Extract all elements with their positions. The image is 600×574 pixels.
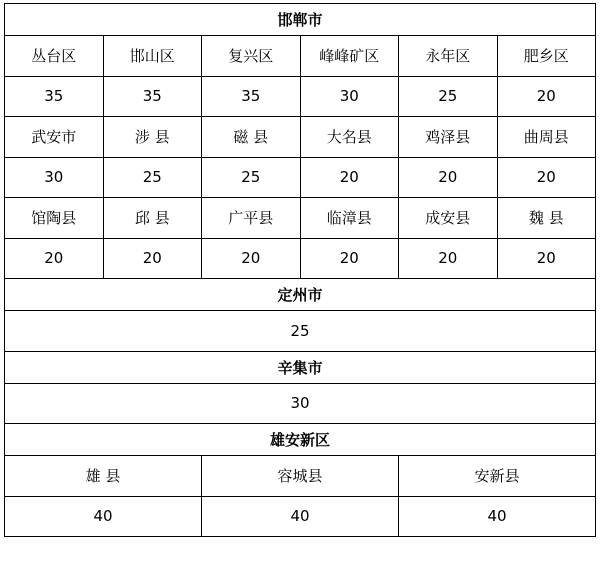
district-name: 鸡泽县 (399, 117, 498, 158)
table-row (5, 157, 596, 198)
district-value: 25 (399, 76, 498, 117)
district-name: 磁 县 (202, 117, 301, 158)
district-value: 20 (497, 238, 596, 279)
district-name: 大名县 (300, 117, 399, 158)
district-name: 邯山区 (103, 36, 202, 77)
district-value: 20 (202, 238, 301, 279)
district-value: 20 (399, 238, 498, 279)
county-value: 40 (399, 496, 596, 537)
district-value: 30 (300, 76, 399, 117)
dingzhou-table (4, 278, 596, 352)
county-value: 40 (202, 496, 399, 537)
district-value: 20 (300, 157, 399, 198)
district-name: 丛台区 (5, 36, 104, 77)
district-name: 武安市 (5, 117, 104, 158)
table-row (5, 456, 596, 497)
county-name: 安新县 (399, 456, 596, 497)
section-title-dingzhou: 定州市 (5, 279, 596, 311)
district-value: 25 (202, 157, 301, 198)
xinji-table (4, 351, 596, 425)
table-row (5, 36, 596, 77)
district-name: 邱 县 (103, 198, 202, 239)
district-value: 20 (399, 157, 498, 198)
section-title-xinji: 辛集市 (5, 351, 596, 383)
district-value: 35 (103, 76, 202, 117)
district-value: 20 (497, 76, 596, 117)
district-value: 20 (103, 238, 202, 279)
county-name: 容城县 (202, 456, 399, 497)
district-name: 永年区 (399, 36, 498, 77)
district-name: 魏 县 (497, 198, 596, 239)
district-value: 20 (300, 238, 399, 279)
xiongan-table (4, 423, 596, 537)
district-name: 临漳县 (300, 198, 399, 239)
table-row (5, 238, 596, 279)
section-title-handan: 邯郸市 (5, 4, 596, 36)
district-name: 成安县 (399, 198, 498, 239)
district-value: 35 (202, 76, 301, 117)
district-value: 25 (103, 157, 202, 198)
price-table (4, 3, 596, 537)
district-name: 涉 县 (103, 117, 202, 158)
district-name: 肥乡区 (497, 36, 596, 77)
section-title-xiongan: 雄安新区 (5, 424, 596, 456)
xinji-value: 30 (5, 383, 596, 424)
district-value: 20 (5, 238, 104, 279)
table-row (5, 496, 596, 537)
district-name: 复兴区 (202, 36, 301, 77)
table-row (5, 117, 596, 158)
district-value: 20 (497, 157, 596, 198)
district-name: 馆陶县 (5, 198, 104, 239)
district-name: 曲周县 (497, 117, 596, 158)
county-value: 40 (5, 496, 202, 537)
district-name: 广平县 (202, 198, 301, 239)
district-name: 峰峰矿区 (300, 36, 399, 77)
table-row (5, 198, 596, 239)
table-row (5, 76, 596, 117)
district-value: 30 (5, 157, 104, 198)
district-value: 35 (5, 76, 104, 117)
dingzhou-value: 25 (5, 311, 596, 352)
handan-table (4, 3, 596, 279)
county-name: 雄 县 (5, 456, 202, 497)
